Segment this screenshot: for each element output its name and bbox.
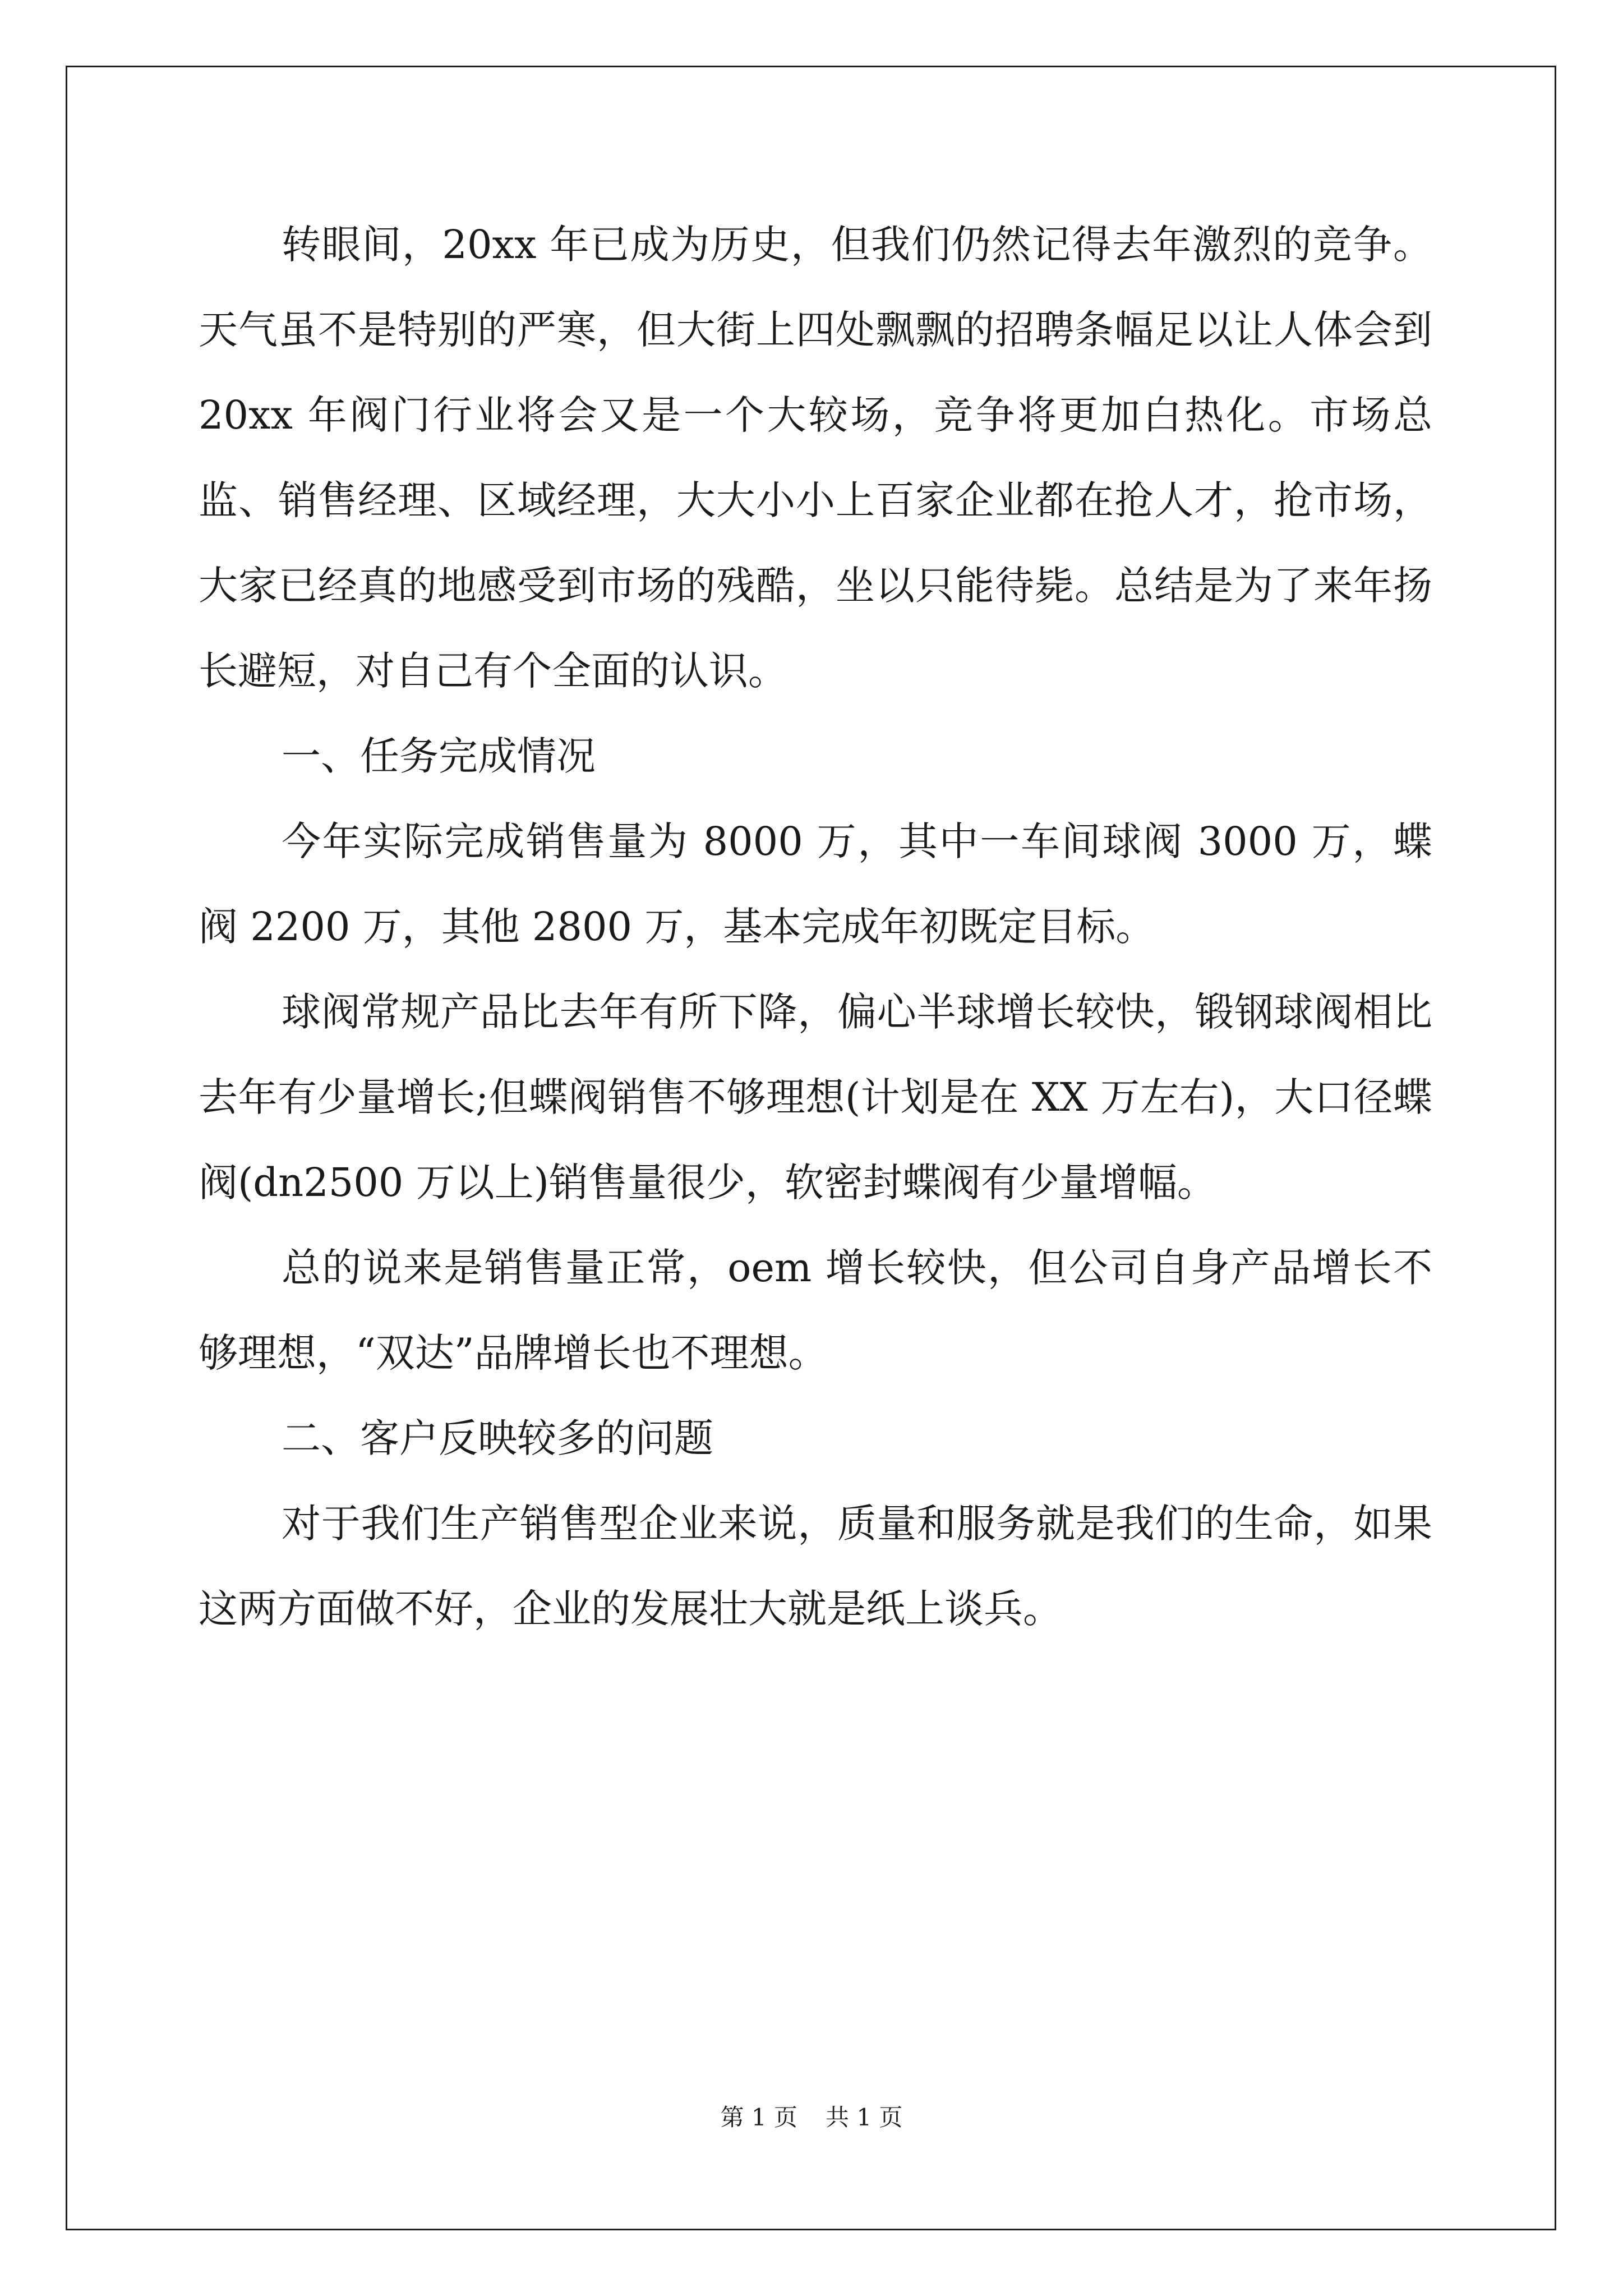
paragraph-intro: 转眼间，20xx 年已成为历史，但我们仍然记得去年激烈的竞争。天气虽不是特别的严寒，但大街上四处飘飘的招聘条幅足以让人体会到 20xx 年阀门行业将会又是一个大较场，竞争将更加白热化。市场总监、销售经理、区域经理，大大小小上百家企业都在抢人才，抢市场，大家已经真的地感受到市场的残酷，坐以只能待毙。总结是为了来年扬长避短，对自己有个全面的认识。: [199, 222, 1432, 694]
paragraph-product-analysis: 球阀常规产品比去年有所下降，偏心半球增长较快，锻钢球阀相比去年有少量增长;但蝶阀销售不够理想(计划是在 XX 万左右)，大口径蝶阀(dn2500 万以上)销售量很少，软密封蝶阀有少量增幅。: [199, 989, 1432, 1205]
paragraph-summary: 总的说来是销售量正常，oem 增长较快，但公司自身产品增长不够理想，“双达”品牌增长也不理想。: [199, 1245, 1432, 1376]
section-heading-customer-issues: 二、客户反映较多的问题: [282, 1415, 713, 1461]
document-body: [199, 202, 1432, 1651]
page-footer: [0, 2101, 1623, 2134]
page-number-total: 共 1 页: [826, 2104, 903, 2131]
paragraph-sales-volume: 今年实际完成销售量为 8000 万，其中一车间球阀 3000 万，蝶阀 2200 万，其他 2800 万，基本完成年初既定目标。: [199, 818, 1432, 950]
page-number-current: 第 1 页: [720, 2104, 797, 2131]
paragraph-quality-service: 对于我们生产销售型企业来说，质量和服务就是我们的生命，如果这两方面做不好，企业的发展壮大就是纸上谈兵。: [199, 1501, 1432, 1632]
section-heading-task-completion: 一、任务完成情况: [282, 733, 596, 779]
